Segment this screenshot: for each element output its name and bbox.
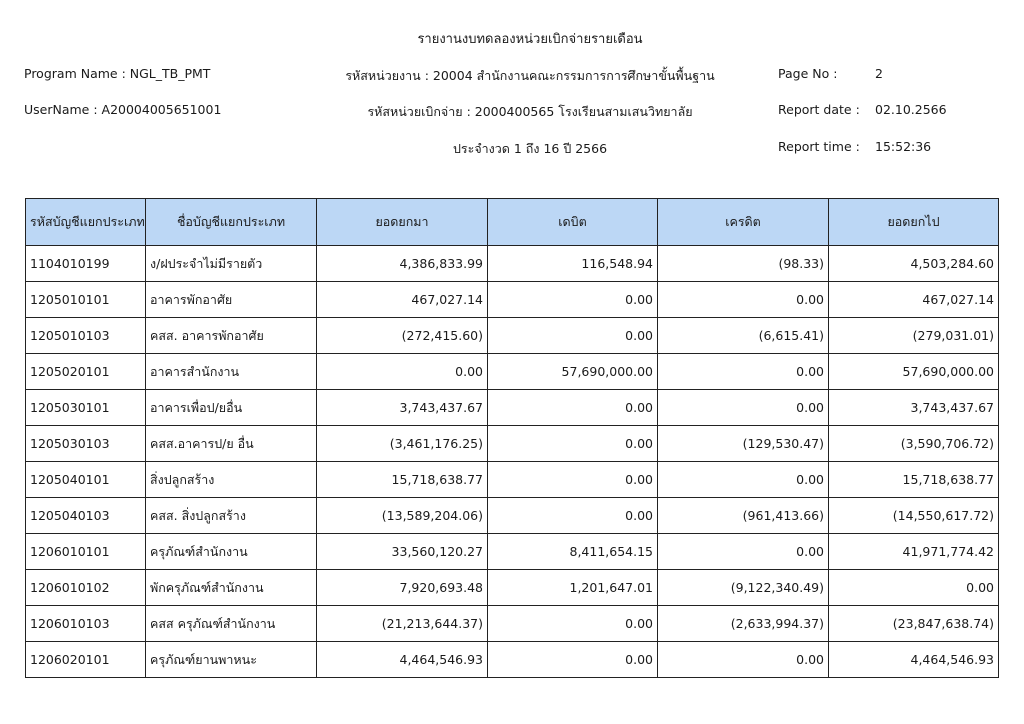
carried-forward-cell: 41,971,774.42 (829, 534, 999, 570)
carried-forward-cell: (279,031.01) (829, 318, 999, 354)
account-name-cell: สิ่งปลูกสร้าง (146, 462, 317, 498)
credit-cell: (961,413.66) (658, 498, 829, 534)
account-name-cell: คสส. อาคารพักอาศัย (146, 318, 317, 354)
debit-cell: 0.00 (488, 606, 658, 642)
debit-cell: 0.00 (488, 462, 658, 498)
column-header-account-code: รหัสบัญชีแยกประเภท (26, 199, 146, 246)
credit-cell: (2,633,994.37) (658, 606, 829, 642)
column-header-brought-forward: ยอดยกมา (317, 199, 488, 246)
credit-cell: 0.00 (658, 282, 829, 318)
brought-forward-cell: 467,027.14 (317, 282, 488, 318)
trial-balance-table (25, 198, 999, 678)
debit-cell: 0.00 (488, 318, 658, 354)
account-code-cell: 1206010101 (26, 534, 146, 570)
account-code-cell: 1205010101 (26, 282, 146, 318)
debit-cell: 0.00 (488, 642, 658, 678)
table-row (26, 282, 999, 318)
brought-forward-cell: 15,718,638.77 (317, 462, 488, 498)
credit-cell: 0.00 (658, 462, 829, 498)
credit-cell: (9,122,340.49) (658, 570, 829, 606)
debit-cell: 0.00 (488, 498, 658, 534)
brought-forward-cell: 3,743,437.67 (317, 390, 488, 426)
carried-forward-cell: 4,464,546.93 (829, 642, 999, 678)
carried-forward-cell: (3,590,706.72) (829, 426, 999, 462)
report-date-value: 02.10.2566 (875, 102, 947, 117)
account-code-cell: 1205030103 (26, 426, 146, 462)
account-code-cell: 1206010102 (26, 570, 146, 606)
report-title: รายงานงบทดลองหน่วยเบิกจ่ายรายเดือน (417, 32, 643, 47)
report-time-label: Report time : (778, 139, 860, 154)
period: ประจำงวด 1 ถึง 16 ปี 2566 (452, 141, 608, 156)
carried-forward-cell: (23,847,638.74) (829, 606, 999, 642)
brought-forward-cell: (272,415.60) (317, 318, 488, 354)
carried-forward-cell: (14,550,617.72) (829, 498, 999, 534)
carried-forward-cell: 3,743,437.67 (829, 390, 999, 426)
brought-forward-cell: 33,560,120.27 (317, 534, 488, 570)
program-name: Program Name : NGL_TB_PMT (24, 66, 211, 81)
table-row (26, 642, 999, 678)
account-code-cell: 1206010103 (26, 606, 146, 642)
debit-cell: 8,411,654.15 (488, 534, 658, 570)
account-code-cell: 1205040101 (26, 462, 146, 498)
account-name-cell: อาคารเพื่อป/ยอื่น (146, 390, 317, 426)
brought-forward-cell: (21,213,644.37) (317, 606, 488, 642)
carried-forward-cell: 15,718,638.77 (829, 462, 999, 498)
account-code-cell: 1205020101 (26, 354, 146, 390)
brought-forward-cell: 0.00 (317, 354, 488, 390)
account-name-cell: อาคารสำนักงาน (146, 354, 317, 390)
column-header-account-name: ชื่อบัญชีแยกประเภท (146, 199, 317, 246)
disbursing-unit: รหัสหน่วยเบิกจ่าย : 2000400565 โรงเรียนสามเสนวิทยาลัย (367, 104, 693, 119)
table-row (26, 246, 999, 282)
brought-forward-cell: 4,464,546.93 (317, 642, 488, 678)
brought-forward-cell: (3,461,176.25) (317, 426, 488, 462)
carried-forward-cell: 4,503,284.60 (829, 246, 999, 282)
account-code-cell: 1205010103 (26, 318, 146, 354)
table-header-row (26, 199, 999, 246)
credit-cell: 0.00 (658, 390, 829, 426)
agency-code: รหัสหน่วยงาน : 20004 สำนักงานคณะกรรมการการศึกษาขั้นพื้นฐาน (345, 68, 715, 83)
account-code-cell: 1205040103 (26, 498, 146, 534)
table-row (26, 534, 999, 570)
table-row (26, 498, 999, 534)
table-row (26, 570, 999, 606)
table-row (26, 318, 999, 354)
account-name-cell: ครุภัณฑ์สำนักงาน (146, 534, 317, 570)
credit-cell: (129,530.47) (658, 426, 829, 462)
debit-cell: 0.00 (488, 390, 658, 426)
table-row (26, 606, 999, 642)
page-no-label: Page No : (778, 66, 838, 81)
page-no-value: 2 (875, 66, 883, 81)
column-header-debit: เดบิต (488, 199, 658, 246)
carried-forward-cell: 467,027.14 (829, 282, 999, 318)
brought-forward-cell: 4,386,833.99 (317, 246, 488, 282)
account-code-cell: 1205030101 (26, 390, 146, 426)
account-name-cell: คสส. สิ่งปลูกสร้าง (146, 498, 317, 534)
column-header-carried-forward: ยอดยกไป (829, 199, 999, 246)
carried-forward-cell: 57,690,000.00 (829, 354, 999, 390)
table-row (26, 426, 999, 462)
account-code-cell: 1206020101 (26, 642, 146, 678)
debit-cell: 0.00 (488, 282, 658, 318)
table-row (26, 390, 999, 426)
table-row (26, 354, 999, 390)
account-code-cell: 1104010199 (26, 246, 146, 282)
debit-cell: 1,201,647.01 (488, 570, 658, 606)
credit-cell: 0.00 (658, 534, 829, 570)
account-name-cell: พักครุภัณฑ์สำนักงาน (146, 570, 317, 606)
credit-cell: (98.33) (658, 246, 829, 282)
debit-cell: 57,690,000.00 (488, 354, 658, 390)
account-name-cell: คสส ครุภัณฑ์สำนักงาน (146, 606, 317, 642)
credit-cell: 0.00 (658, 354, 829, 390)
table-row (26, 462, 999, 498)
user-name: UserName : A20004005651001 (24, 102, 222, 117)
debit-cell: 116,548.94 (488, 246, 658, 282)
column-header-credit: เครดิต (658, 199, 829, 246)
report-date-label: Report date : (778, 102, 860, 117)
debit-cell: 0.00 (488, 426, 658, 462)
account-name-cell: คสส.อาคารป/ย อื่น (146, 426, 317, 462)
brought-forward-cell: 7,920,693.48 (317, 570, 488, 606)
carried-forward-cell: 0.00 (829, 570, 999, 606)
account-name-cell: อาคารพักอาศัย (146, 282, 317, 318)
account-name-cell: ครุภัณฑ์ยานพาหนะ (146, 642, 317, 678)
credit-cell: (6,615.41) (658, 318, 829, 354)
account-name-cell: ง/ฝประจำไม่มีรายตัว (146, 246, 317, 282)
credit-cell: 0.00 (658, 642, 829, 678)
report-time-value: 15:52:36 (875, 139, 932, 154)
brought-forward-cell: (13,589,204.06) (317, 498, 488, 534)
